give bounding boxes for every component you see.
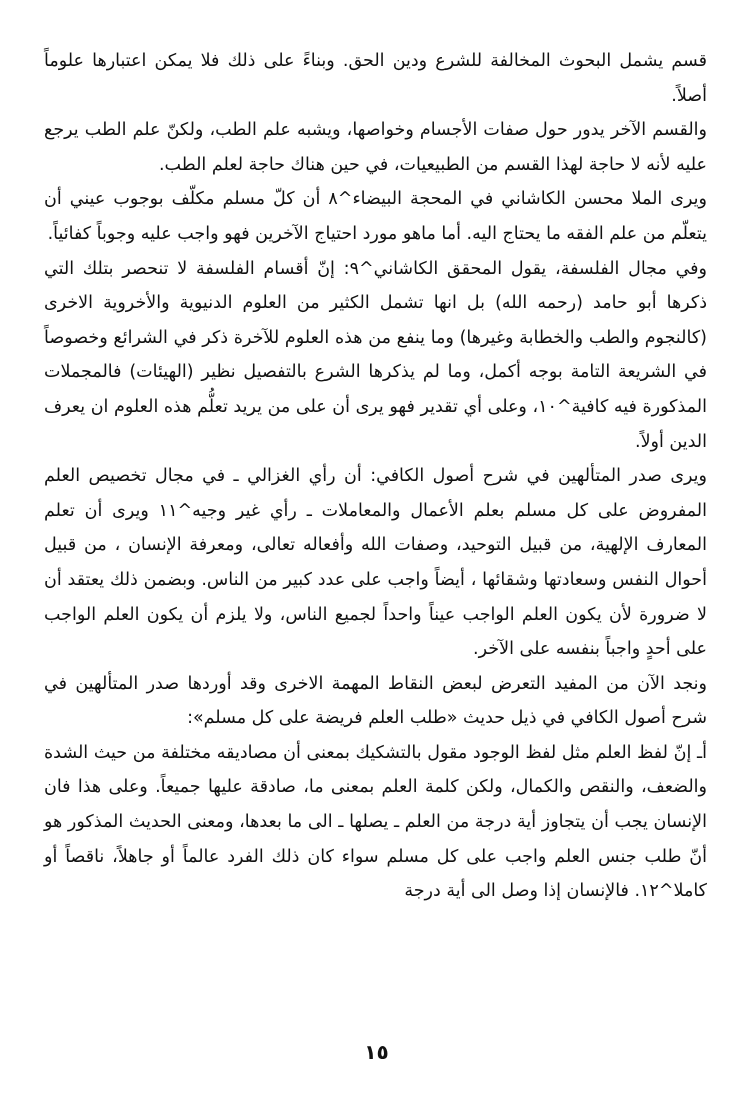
page-number: ١٥ [364, 1040, 389, 1064]
paragraph-4: وفي مجال الفلسفة، يقول المحقق الكاشاني^٩: إنّ أقسام الفلسفة لا تنحصر بتلك التي ذكرها أبو حامد (رحمه الله) بل انها تشمل الكثير من العلوم الدنيوية والأخروية الاخرى (كالنجوم والطب والخطابة وغيرها) وما ينفع من هذه العلوم للآخرة ذكر في الشرائع وخصوصاً في الشريعة التامة بوجه أكمل، وما لم يذكرها الشرع بالتفصيل نظير (الهيئات) فالمجملات المذكورة فيه كافية^١٠، وعلى أي تقدير فهو يرى أن على من يريد تعلُّم هذه العلوم ان يعرف الدين أولاً. [44, 258, 708, 452]
paragraph-3: ويرى الملا محسن الكاشاني في المحجة البيضاء^٨ أن كلّ مسلم مكلّف بوجوب عيني أن يتعلّم من علم الفقه ما يحتاج اليه. أما ماهو مورد احتياج الآخرين فهو واجب عليه وجوباً كفائياً. [44, 189, 707, 244]
paragraph-7: أـ إنّ لفظ العلم مثل لفظ الوجود مقول بالتشكيك بمعنى أن مصاديقه مختلفة من حيث الشدة والضعف، والنقص والكمال، ولكن كلمة العلم بمعنى ما، صادقة عليها جميعاً. وعلى هذا فان الإنسان يجب أن يتجاوز أية درجة من العلم ـ يصلها ـ الى ما بعدها، ومعنى الحديث المذكور هو أنّ طلب جنس العلم واجب على كل مسلم سواء كان ذلك الفرد عالماً أو جاهلاً، ناقصاً أو كاملا^١٢. فالإنسان إذا وصل الى أية درجة [44, 742, 707, 902]
paragraph-1: قسم يشمل البحوث المخالفة للشرع ودين الحق. وبناءً على ذلك فلا يمكن اعتبارها علوماً أصلاً. [44, 51, 707, 106]
paragraph-2: والقسم الآخر يدور حول صفات الأجسام وخواصها، ويشبه علم الطب، ولكنّ علم الطب يرجع عليه لأنه لا حاجة لهذا القسم من الطبيعيات، في حين هناك حاجة لعلم الطب. [44, 120, 707, 175]
paragraph-5: ويرى صدر المتألهين في شرح أصول الكافي: أن رأي الغزالي ـ في مجال تخصيص العلم المفروض على كل مسلم بعلم الأعمال والمعاملات ـ رأي غير وجيه^١١ ويرى أن تعلم المعارف الإلهية، من قبيل التوحيد، وصفات الله وأفعاله تعالى، ومعرفة الإنسان ، من قبيل أحوال النفس وسعادتها وشقائها ، أيضاً واجب على عدد كبير من الناس. وبضمن ذلك يعتقد أن لا ضرورة لأن يكون العلم الواجب عيناً واحداً لجميع الناس، ولا يلزم أن يكون العلم الواجب على أحدٍ واجباً بنفسه على الآخر. [44, 466, 707, 660]
paragraph-6: ونجد الآن من المفيد التعرض لبعض النقاط المهمة الاخرى وقد أوردها صدر المتألهين في شرح أصول الكافي في ذيل حديث «طلب العلم فريضة على كل مسلم»: [44, 673, 707, 729]
